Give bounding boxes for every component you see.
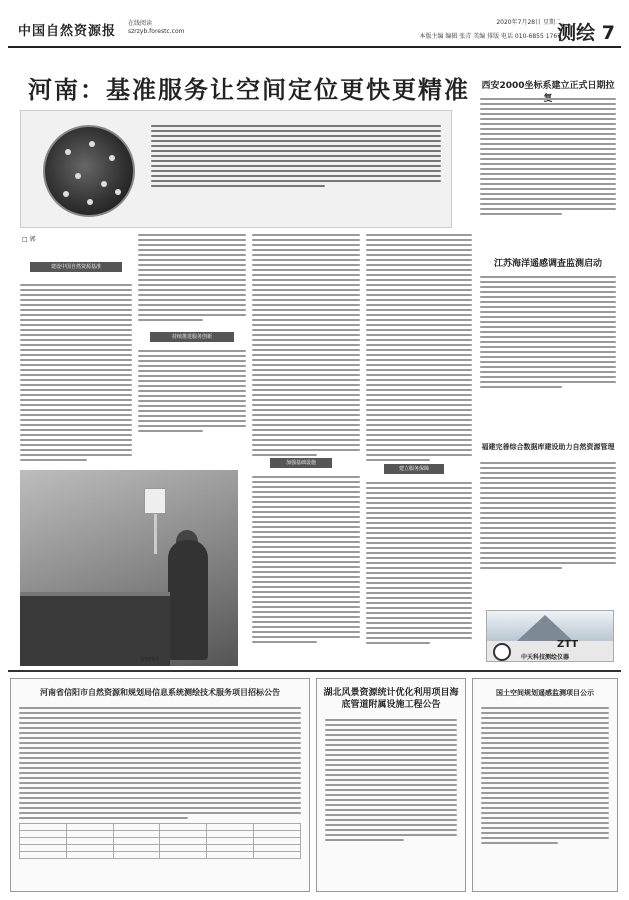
divider	[8, 670, 621, 672]
notice-2-title: 湖北风景资源统计优化利用项目海底管道附属设施工程公告	[323, 688, 459, 710]
notice-1	[10, 678, 310, 892]
website-label: 在线阅读	[128, 20, 153, 27]
sidebar-story-2-title: 江苏海洋遥感调查监测启动	[493, 259, 602, 269]
section-tag-2: 持续推进服务创新	[150, 332, 234, 342]
article-column-4b	[366, 482, 472, 647]
section-title	[557, 18, 615, 45]
notice-1-table	[19, 823, 301, 859]
editors-line: 本版主编 编辑 张青 美编 排版 电话 010-6855 1767	[419, 33, 561, 40]
notice-3	[472, 678, 618, 892]
article-photo	[20, 470, 238, 666]
notice-1-body	[11, 703, 309, 863]
article-column-3	[252, 234, 360, 459]
notice-2-body	[317, 715, 465, 848]
issue-date: 2020年7月28日 星期二	[496, 19, 561, 26]
sidebar-story-3-title: 福建完善综合数据库建设助力自然资源管理	[481, 443, 615, 451]
website-url[interactable]: szrzyb.forestc.com	[128, 28, 185, 35]
sidebar-story-3-body	[480, 462, 616, 572]
ad-logo-text: ZTT	[557, 639, 579, 650]
section-tag-3: 加强基础设施	[270, 458, 332, 468]
article-column-1	[20, 284, 132, 464]
article-column-2b	[138, 350, 246, 435]
notice-3-title: 国土空间规划遥感监测项目公示	[496, 689, 594, 697]
sidebar-story-1-title: 西安2000坐标系建立正式日期拉	[481, 81, 615, 91]
article-column-4	[366, 234, 472, 464]
paper-name: 中国自然资源报	[18, 24, 117, 39]
photo-caption: 资料图片	[140, 657, 161, 663]
ad-company-name: 中天科技测绘仪器	[521, 654, 570, 661]
sidebar-story-1-body	[480, 98, 616, 218]
sidebar-story-2-body	[480, 276, 616, 391]
mountain-icon	[517, 615, 573, 641]
section-tag-4: 建立服务保障	[384, 464, 444, 474]
article-column-2	[138, 234, 246, 324]
section-tag-1: 建设中国自然资源基准	[30, 262, 122, 272]
article-column-3b	[252, 476, 360, 646]
gnss-receiver-icon	[144, 488, 166, 514]
page-number: 7	[601, 22, 615, 44]
main-headline: 河南：基准服务让空间定位更快更精准	[28, 76, 470, 104]
notice-1-title: 河南省信阳市自然资源和规划局信息系统测绘技术服务项目招标公告	[40, 688, 280, 697]
lead-paragraph	[151, 125, 441, 190]
section-name: 测绘	[557, 22, 596, 44]
lead-box	[20, 110, 452, 228]
advertisement[interactable]	[486, 610, 614, 662]
author-byline: □ 郭	[22, 236, 36, 243]
company-emblem-icon	[493, 643, 511, 661]
globe-icon	[43, 125, 135, 217]
notice-2	[316, 678, 466, 892]
website-info	[128, 20, 184, 36]
masthead	[8, 8, 621, 48]
notice-3-body	[473, 703, 617, 851]
